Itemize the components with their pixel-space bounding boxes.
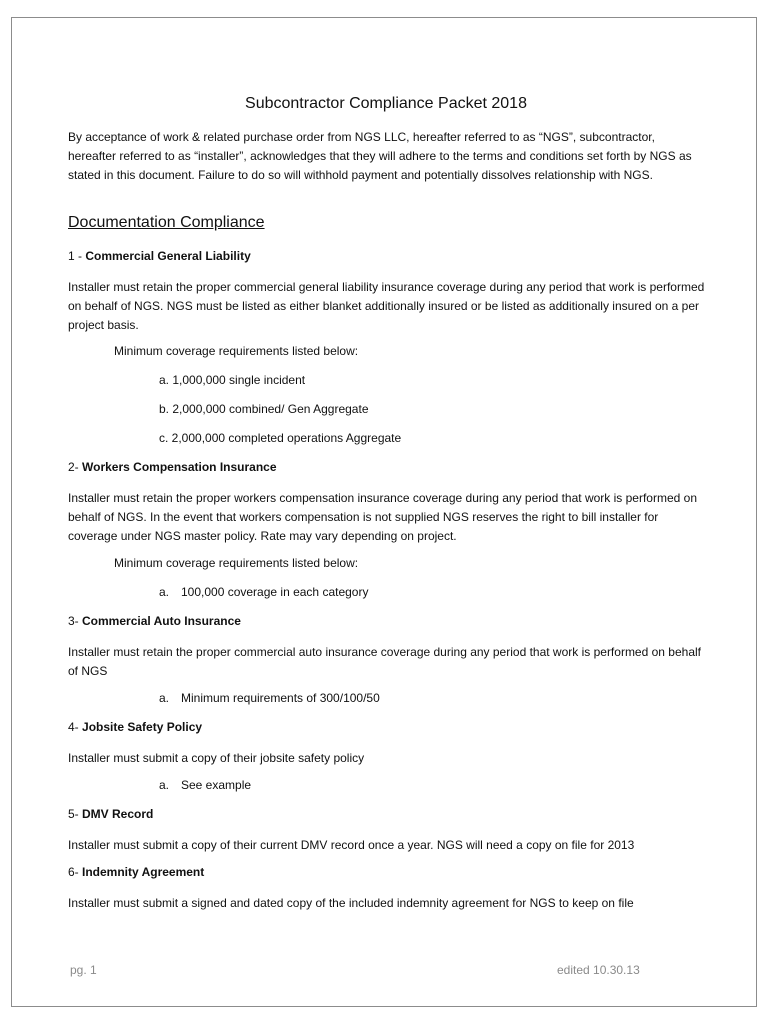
section-1-body: Installer must retain the proper commercial general liability insurance coverage during any period that work is performed on behalf of NGS. NGS must be listed as either blanket additionally insured or be listed as additionally insured on a per project basis. (68, 280, 705, 332)
section-4-item-a-text: See example (181, 778, 252, 792)
section-6-body: Installer must submit a signed and dated copy of the included indemnity agreement for NGS to keep on file (68, 896, 634, 910)
section-4-body: Installer must submit a copy of their jobsite safety policy (68, 751, 365, 765)
section-3-number: 3- (68, 614, 83, 628)
section-4-number: 4- (68, 720, 83, 734)
section-3-item-a (159, 691, 380, 705)
section-1-sub-intro: Minimum coverage requirements listed below: (114, 344, 359, 358)
section-4-item-a-letter: a. (159, 778, 170, 792)
section-2-heading (68, 460, 277, 474)
footer-edited-date: edited 10.30.13 (557, 963, 640, 977)
section-3-title: Commercial Auto Insurance (82, 614, 241, 628)
section-4-item-a (159, 778, 251, 792)
section-3-item-a-letter: a. (159, 691, 170, 705)
section-2-body: Installer must retain the proper workers compensation insurance coverage during any period that work is performed on behalf of NGS. In the event that workers compensation is not supplied NGS reserves the right to bill installer for coverage under NGS master policy. Rate may vary depending on project. (68, 491, 697, 543)
section-6-title: Indemnity Agreement (82, 865, 205, 879)
section-2-number: 2- (68, 460, 83, 474)
section-3-item-a-text: Minimum requirements of 300/100/50 (181, 691, 380, 705)
section-2-sub-intro: Minimum coverage requirements listed below: (114, 556, 359, 570)
section-2-item-a (159, 585, 368, 599)
section-1-item-b: b. 2,000,000 combined/ Gen Aggregate (159, 402, 369, 416)
section-5-body: Installer must submit a copy of their current DMV record once a year. NGS will need a copy on file for 2013 (68, 838, 635, 852)
section-4-title: Jobsite Safety Policy (82, 720, 203, 734)
footer-page-number: pg. 1 (70, 963, 97, 977)
section-3-heading (68, 614, 241, 628)
section-6-heading (68, 865, 204, 879)
section-1-heading (68, 249, 251, 263)
intro-paragraph: By acceptance of work & related purchase order from NGS LLC, hereafter referred to as “NGS”, subcontractor, hereafter referred to as “installer”, acknowledges that they will adhere to the terms and conditions set forth by NGS as stated in this document. Failure to do so will withhold payment and potentially dissolves relationship with NGS. (68, 130, 692, 182)
section-1-number: 1 - (68, 249, 86, 263)
section-1-title: Commercial General Liability (85, 249, 251, 263)
section-4-heading (68, 720, 202, 734)
section-1-item-a: a. 1,000,000 single incident (159, 373, 306, 387)
section-2-item-a-text: 100,000 coverage in each category (181, 585, 369, 599)
section-2-title: Workers Compensation Insurance (82, 460, 277, 474)
section-1-item-c: c. 2,000,000 completed operations Aggregate (159, 431, 402, 445)
document-page (11, 17, 757, 1007)
section-5-title: DMV Record (82, 807, 154, 821)
section-heading: Documentation Compliance (68, 214, 265, 231)
section-5-heading (68, 807, 153, 821)
document-title: Subcontractor Compliance Packet 2018 (245, 95, 527, 112)
section-2-item-a-letter: a. (159, 585, 170, 599)
section-5-number: 5- (68, 807, 83, 821)
section-3-body: Installer must retain the proper commercial auto insurance coverage during any period that work is performed on behalf of NGS (68, 645, 701, 678)
section-6-number: 6- (68, 865, 83, 879)
